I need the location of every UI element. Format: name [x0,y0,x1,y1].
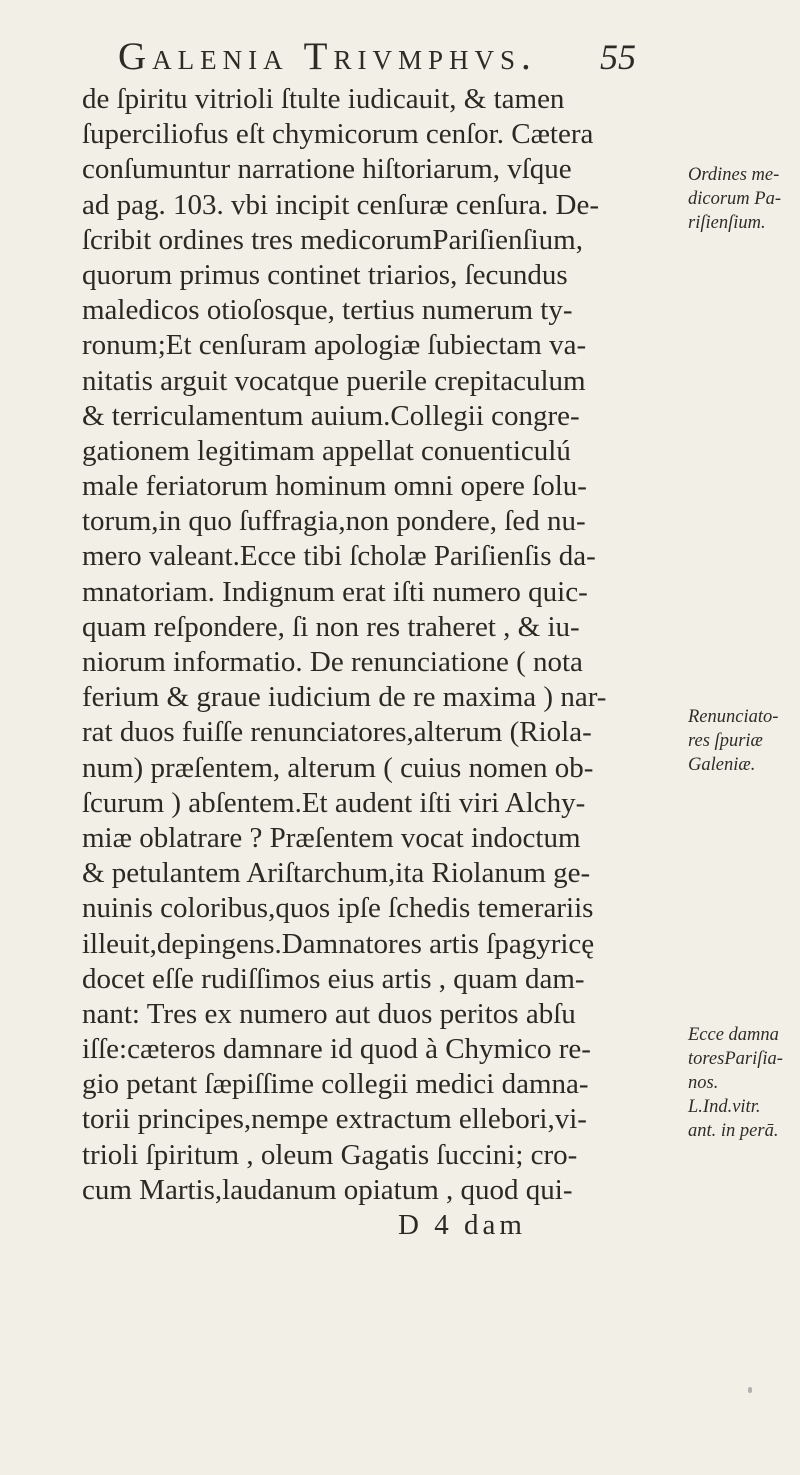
text-line: torii principes,nempe extractum ellebori,vi- [82,1103,587,1136]
page-header [0,34,800,84]
text-line: rat duos fuiſſe renunciatores,alterum (Riola- [82,716,592,749]
text-line: ad pag. 103. vbi incipit cenſuræ cenſura. De- [82,188,600,221]
margin-note-line: Ordines me- [688,165,780,185]
text-line: trioli ſpiritum , oleum Gagatis ſuccini; cro- [82,1138,578,1171]
margin-note-line: riſienſium. [688,213,766,233]
text-line: conſumuntur narratione hiſtoriarum, vſque [82,153,572,186]
margin-note-line: toresPariſia- [688,1049,783,1069]
text-line: mnatoriam. Indignum erat iſti numero quic- [82,575,588,608]
running-title: Galenia Trivmphvs. [118,35,537,78]
margin-note-line: dicorum Pa- [688,189,781,209]
text-line: ſuperciliofus eſt chymicorum cenſor. Cætera [82,118,594,151]
text-line: gationem legitimam appellat conuenticulú [82,434,571,467]
text-line: quam reſpondere, ſi non res traheret , & iu- [82,610,580,643]
text-line: torum,in quo ſuffragia,non pondere, ſed nu- [82,505,586,538]
main-text-column [82,82,682,1243]
text-line: nuinis coloribus,quos ipſe ſchedis temerariis [82,892,594,925]
text-line: docet eſſe rudiſſimos eius artis , quam dam- [82,962,585,995]
text-line: gio petant ſæpiſſime collegii medici damna- [82,1068,589,1101]
margin-note-ordines [688,163,796,235]
margin-note-line: Ecce damna [688,1025,779,1045]
text-line: cum Martis,laudanum opiatum , quod qui- [82,1173,573,1206]
signature-catchword-line: D 4 dam [398,1209,526,1241]
text-line: nant: Tres ex numero aut duos peritos abſu [82,997,576,1030]
text-line: nitatis arguit vocatque puerile crepitaculum [82,364,586,397]
text-line: ſcurum ) abſentem.Et audent iſti viri Alchy- [82,786,586,819]
margin-note-line: res ſpuriæ [688,731,763,751]
text-line: miæ oblatrare ? Præſentem vocat indoctum [82,821,581,854]
text-line: niorum informatio. De renunciatione ( nota [82,646,583,678]
margin-note-renunciatores [688,705,796,777]
text-line: & terriculamentum auium.Collegii congre- [82,399,580,432]
text-line: num) præſentem, alterum ( cuius nomen ob- [82,751,594,784]
margin-note-damnatores [688,1023,796,1143]
text-line: & petulantem Ariſtarchum,ita Riolanum ge- [82,857,591,890]
margin-note-line: Galeniæ. [688,755,756,775]
text-line: maledicos otioſosque, tertius numerum ty- [82,294,573,327]
ink-speck [748,1387,752,1393]
text-line: ferium & graue iudicium de re maxima ) nar- [82,681,607,714]
text-line: illeuit,depingens.Damnatores artis ſpagyricę [82,927,595,960]
text-line: ronum;Et cenſuram apologiæ ſubiectam va- [82,329,587,362]
text-line: de ſpiritu vitrioli ſtulte iudicauit, & tamen [82,83,565,115]
margin-note-line: Renunciato- [688,707,779,727]
margin-note-line: nos. [688,1073,719,1093]
margin-note-line: ant. in perā. [688,1121,779,1141]
text-line: iſſe:cæteros damnare id quod à Chymico re- [82,1033,591,1066]
page-number: 55 [600,37,636,77]
text-line: mero valeant.Ecce tibi ſcholæ Pariſienſis da- [82,540,596,573]
margin-note-line: L.Ind.vitr. [688,1097,761,1117]
text-line: male feriatorum hominum omni opere ſolu- [82,470,587,503]
text-line: quorum primus continet triarios, ſecundus [82,258,568,291]
text-line: ſcribit ordines tres medicorumPariſienſium, [82,223,583,256]
